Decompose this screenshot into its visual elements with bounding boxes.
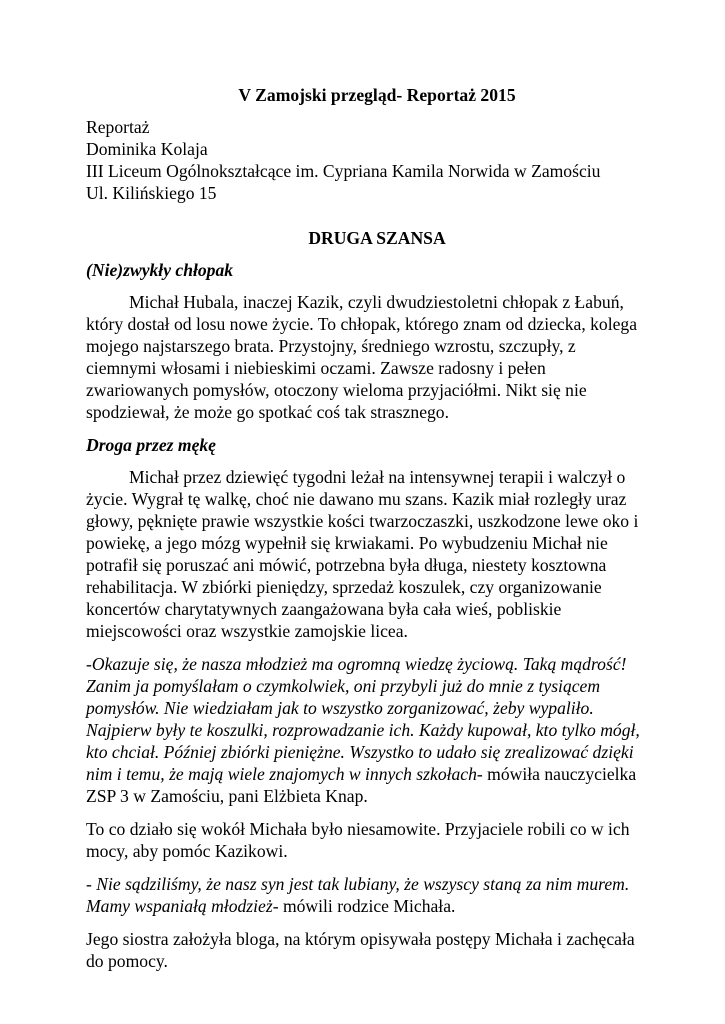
section-heading-1: (Nie)zwykły chłopak <box>86 260 234 280</box>
document-page <box>86 84 646 983</box>
section-heading-2: Droga przez mękę <box>86 435 216 455</box>
paragraph-4: Jego siostra założyła bloga, na którym opisywała postępy Michała i zachęcała do pomocy. <box>86 929 635 971</box>
document-title: V Zamojski przegląd- Reportaż 2015 <box>238 85 516 105</box>
school-address: Ul. Kilińskiego 15 <box>86 183 217 203</box>
quote-1 <box>86 653 646 807</box>
quote-1-text: -Okazuje się, że nasza młodzież ma ogromną wiedzę życiową. Taką mądrość! Zanim ja pomyślałam o czymkolwiek, oni przybyli już do mnie z tysiącem pomysłów. Nie wiedziałam jak to wszystko zorganizować, żeby wypaliło. Najpierw były te koszulki, rozprowadzanie ich. Każdy kupował, kto tylko mógł, kto chciał. Później zbiórki pieniężne. Wszystko to udało się zrealizować dzięki nim i temu, że mają wiele znajomych w innych szkołach <box>86 654 640 784</box>
author-name: Dominika Kolaja <box>86 139 208 159</box>
quote-2-attribution: - mówili rodzice Michała. <box>272 896 456 916</box>
quote-2 <box>86 873 646 917</box>
genre-line: Reportaż <box>86 117 150 137</box>
quote-2-text: - Nie sądziliśmy, że nasz syn jest tak lubiany, że wszyscy staną za nim murem. Mamy wspaniałą młodzież <box>86 874 630 916</box>
paragraph-2: Michał przez dziewięć tygodni leżał na intensywnej terapii i walczył o życie. Wygrał tę walkę, choć nie dawano mu szans. Kazik miał rozległy uraz głowy, pęknięte prawie wszystkie kości twarzoczaszki, uszkodzone lewe oko i powiekę, a jego mózg wypełnił się krwiakami. Po wybudzeniu Michał nie potrafił się poruszać ani mówić, potrzebna była długa, niestety kosztowna rehabilitacja. W zbiórki pieniędzy, sprzedaż koszulek, czy organizowanie koncertów charytatywnych zaangażowana była cała wieś, pobliskie miejscowości oraz wszystkie zamojskie licea. <box>86 467 639 641</box>
paragraph-3: To co działo się wokół Michała było niesamowite. Przyjaciele robili co w ich mocy, aby pomóc Kazikowi. <box>86 819 630 861</box>
paragraph-1: Michał Hubala, inaczej Kazik, czyli dwudziestoletni chłopak z Łabuń, który dostał od losu nowe życie. To chłopak, którego znam od dziecka, kolega mojego najstarszego brata. Przystojny, średniego wzrostu, szczupły, z ciemnymi włosami i niebieskimi oczami. Zawsze radosny i pełen zwariowanych pomysłów, otoczony wieloma przyjaciółmi. Nikt się nie spodziewał, że może go spotkać coś tak strasznego. <box>86 292 638 422</box>
school-name: III Liceum Ogólnokształcące im. Cypriana Kamila Norwida w Zamościu <box>86 161 601 181</box>
quote-1-attribution: - mówiła nauczycielka ZSP 3 w Zamościu, pani Elżbieta Knap. <box>86 764 637 806</box>
author-info <box>86 116 646 204</box>
main-title: DRUGA SZANSA <box>308 228 446 248</box>
